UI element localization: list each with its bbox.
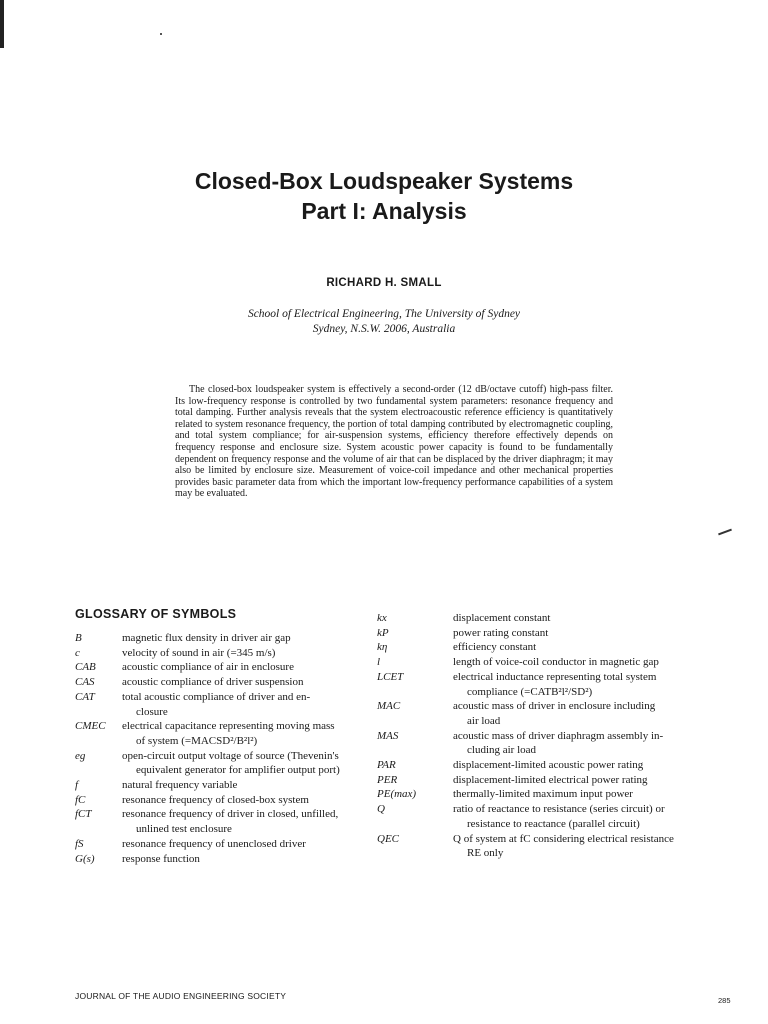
glossary-definition bbox=[453, 787, 717, 802]
glossary-entry bbox=[377, 699, 717, 728]
glossary-entry bbox=[377, 611, 717, 626]
glossary-entry bbox=[377, 758, 717, 773]
glossary-entry bbox=[377, 640, 717, 655]
definition-line: displacement-limited electrical power rating bbox=[453, 773, 648, 786]
glossary-symbol: f bbox=[75, 779, 79, 792]
glossary-definition bbox=[453, 832, 717, 861]
definition-line: acoustic compliance of air in enclosure bbox=[122, 661, 294, 674]
scan-pencil-mark bbox=[718, 529, 732, 536]
glossary-definition bbox=[122, 778, 385, 793]
definition-line: electrical capacitance representing moving mass bbox=[122, 720, 335, 733]
glossary-definition bbox=[453, 670, 717, 699]
definition-continuation: compliance (=CATB²l²/SD²) bbox=[467, 685, 593, 698]
glossary-definition bbox=[122, 631, 385, 646]
definition-line: magnetic flux density in driver air gap bbox=[122, 632, 291, 644]
definition-continuation: equivalent generator for amplifier output port) bbox=[136, 764, 340, 777]
definition-line: acoustic mass of driver in enclosure including bbox=[453, 700, 656, 713]
glossary-symbol: PAR bbox=[377, 759, 396, 772]
glossary-symbol: LCET bbox=[377, 670, 404, 683]
title-line-1: Closed-Box Loudspeaker Systems bbox=[194, 168, 574, 194]
glossary-definition bbox=[453, 802, 717, 831]
glossary-symbol: CAB bbox=[75, 661, 96, 674]
definition-line: natural frequency variable bbox=[122, 779, 238, 792]
glossary-symbol: fC bbox=[75, 793, 86, 806]
definition-line: length of voice-coil conductor in magnetic gap bbox=[453, 656, 659, 669]
definition-continuation: of system (=MACSD²/B²l²) bbox=[136, 734, 258, 747]
glossary-definition bbox=[122, 749, 385, 778]
glossary-definition bbox=[453, 699, 717, 728]
glossary-entry bbox=[75, 660, 385, 675]
glossary-entry bbox=[377, 729, 717, 758]
scan-speck bbox=[160, 33, 162, 35]
glossary-symbol: c bbox=[75, 646, 80, 659]
definition-continuation: closure bbox=[136, 705, 168, 718]
paper-title bbox=[0, 166, 768, 226]
definition-line: total acoustic compliance of driver and en- bbox=[122, 690, 311, 703]
definition-line: open-circuit output voltage of source (Thevenin's bbox=[122, 749, 339, 762]
glossary-entry bbox=[75, 719, 385, 748]
definition-line: resonance frequency of unenclosed driver bbox=[122, 837, 306, 850]
journal-name: JOURNAL OF THE AUDIO ENGINEERING SOCIETY bbox=[75, 991, 287, 1001]
glossary-symbol: PE(max) bbox=[377, 788, 417, 801]
definition-line: acoustic mass of driver diaphragm assembly in- bbox=[453, 729, 664, 742]
glossary-symbol: kP bbox=[377, 626, 389, 639]
glossary-entry bbox=[75, 631, 385, 646]
glossary-symbol: eg bbox=[75, 749, 86, 762]
glossary-entry bbox=[377, 626, 717, 641]
glossary-symbol: CAT bbox=[75, 690, 95, 703]
glossary-symbol: QEC bbox=[377, 832, 399, 845]
glossary-definition bbox=[122, 660, 385, 675]
glossary-definition bbox=[453, 773, 717, 788]
glossary-symbol: PER bbox=[377, 773, 398, 786]
glossary-definition bbox=[122, 793, 385, 808]
glossary-entry bbox=[75, 675, 385, 690]
glossary-right-column bbox=[377, 611, 717, 861]
glossary-definition bbox=[453, 729, 717, 758]
glossary-definition bbox=[453, 655, 717, 670]
glossary-symbol: Q bbox=[377, 803, 385, 816]
glossary-symbol: G(s) bbox=[75, 852, 95, 865]
definition-continuation: cluding air load bbox=[467, 744, 537, 757]
glossary-entry bbox=[75, 793, 385, 808]
definition-continuation: air load bbox=[467, 714, 501, 727]
definition-line: resonance frequency of closed-box system bbox=[122, 793, 309, 806]
glossary-definition bbox=[453, 611, 717, 626]
glossary-symbol: kη bbox=[377, 641, 388, 654]
glossary-symbol: B bbox=[75, 632, 82, 644]
glossary-entry bbox=[377, 802, 717, 831]
glossary-heading: GLOSSARY OF SYMBOLS bbox=[75, 607, 237, 621]
glossary-definition bbox=[453, 640, 717, 655]
glossary-entry bbox=[377, 773, 717, 788]
definition-line: response function bbox=[122, 852, 200, 865]
title-line-2: Part I: Analysis bbox=[301, 198, 467, 224]
glossary-symbol: l bbox=[377, 656, 381, 669]
glossary-symbol: CMEC bbox=[75, 720, 106, 733]
glossary-definition bbox=[122, 646, 385, 661]
glossary-definition bbox=[122, 719, 385, 748]
glossary-entry bbox=[75, 807, 385, 836]
glossary-definition bbox=[122, 690, 385, 719]
definition-line: velocity of sound in air (=345 m/s) bbox=[122, 646, 276, 659]
glossary-symbol: MAS bbox=[377, 729, 399, 742]
definition-line: acoustic compliance of driver suspension bbox=[122, 676, 304, 689]
affiliation-line-1: School of Electrical Engineering, The University of Sydney bbox=[247, 308, 521, 320]
glossary-definition bbox=[122, 837, 385, 852]
glossary-entry bbox=[75, 778, 385, 793]
affiliation bbox=[0, 307, 768, 337]
glossary-definition bbox=[122, 807, 385, 836]
glossary-symbol: MAC bbox=[377, 700, 401, 713]
definition-line: displacement constant bbox=[453, 612, 551, 624]
definition-line: power rating constant bbox=[453, 626, 549, 639]
definition-continuation: RE only bbox=[467, 847, 504, 860]
glossary-entry bbox=[377, 832, 717, 861]
glossary-definition bbox=[453, 758, 717, 773]
scan-edge-mark bbox=[0, 0, 4, 48]
definition-line: displacement-limited acoustic power rating bbox=[453, 759, 644, 772]
glossary-definition bbox=[453, 626, 717, 641]
definition-line: efficiency constant bbox=[453, 641, 537, 654]
glossary-definition bbox=[122, 675, 385, 690]
definition-line: resonance frequency of driver in closed, unfilled, bbox=[122, 808, 339, 821]
glossary-entry bbox=[75, 749, 385, 778]
glossary-entry bbox=[377, 787, 717, 802]
page-number: 285 bbox=[718, 996, 731, 1005]
glossary-entry bbox=[75, 646, 385, 661]
glossary-entry bbox=[75, 690, 385, 719]
definition-line: ratio of reactance to resistance (series circuit) or bbox=[453, 803, 665, 816]
glossary-entry bbox=[75, 837, 385, 852]
definition-line: thermally-limited maximum input power bbox=[453, 788, 633, 801]
definition-continuation: resistance to reactance (parallel circuit) bbox=[467, 817, 640, 830]
definition-line: electrical inductance representing total system bbox=[453, 670, 657, 683]
definition-line: Q of system at fC considering electrical resistance bbox=[453, 832, 674, 845]
glossary-definition bbox=[122, 852, 385, 867]
glossary-entry bbox=[377, 670, 717, 699]
glossary-symbol: fS bbox=[75, 837, 84, 850]
definition-continuation: unlined test enclosure bbox=[136, 823, 232, 836]
affiliation-line-2: Sydney, N.S.W. 2006, Australia bbox=[312, 323, 456, 335]
glossary-symbol: fCT bbox=[75, 808, 92, 821]
glossary-symbol: kx bbox=[377, 612, 387, 624]
glossary-symbol: CAS bbox=[75, 676, 95, 689]
glossary-left-column bbox=[75, 631, 385, 866]
abstract: The closed-box loudspeaker system is effectively a second-order (12 dB/octave cutoff) high-pass filter. Its low-frequency response is controlled by two fundamental system parameters: resonance frequency and total damping. Further analysis reveals that the system electroacoustic reference efficiency is quantitatively related to system resonance frequency, the portion of total damping contributed by electromagnetic coupling, and total system compliance; for air-suspension systems, efficiency therefore effectively depends on frequency response and enclosure size. System acoustic power capacity is found to be fundamentally dependent on frequency response and the volume of air that can be displaced by the driver diaphragm; it may also be limited by enclosure size. Measurement of voice-coil impedance and other mechanical properties provides basic parameter data from which the important low-frequency performance capabilities of a system may be evaluated. bbox=[175, 384, 613, 500]
glossary-entry bbox=[377, 655, 717, 670]
author-name: RICHARD H. SMALL bbox=[326, 277, 442, 289]
glossary-entry bbox=[75, 852, 385, 867]
